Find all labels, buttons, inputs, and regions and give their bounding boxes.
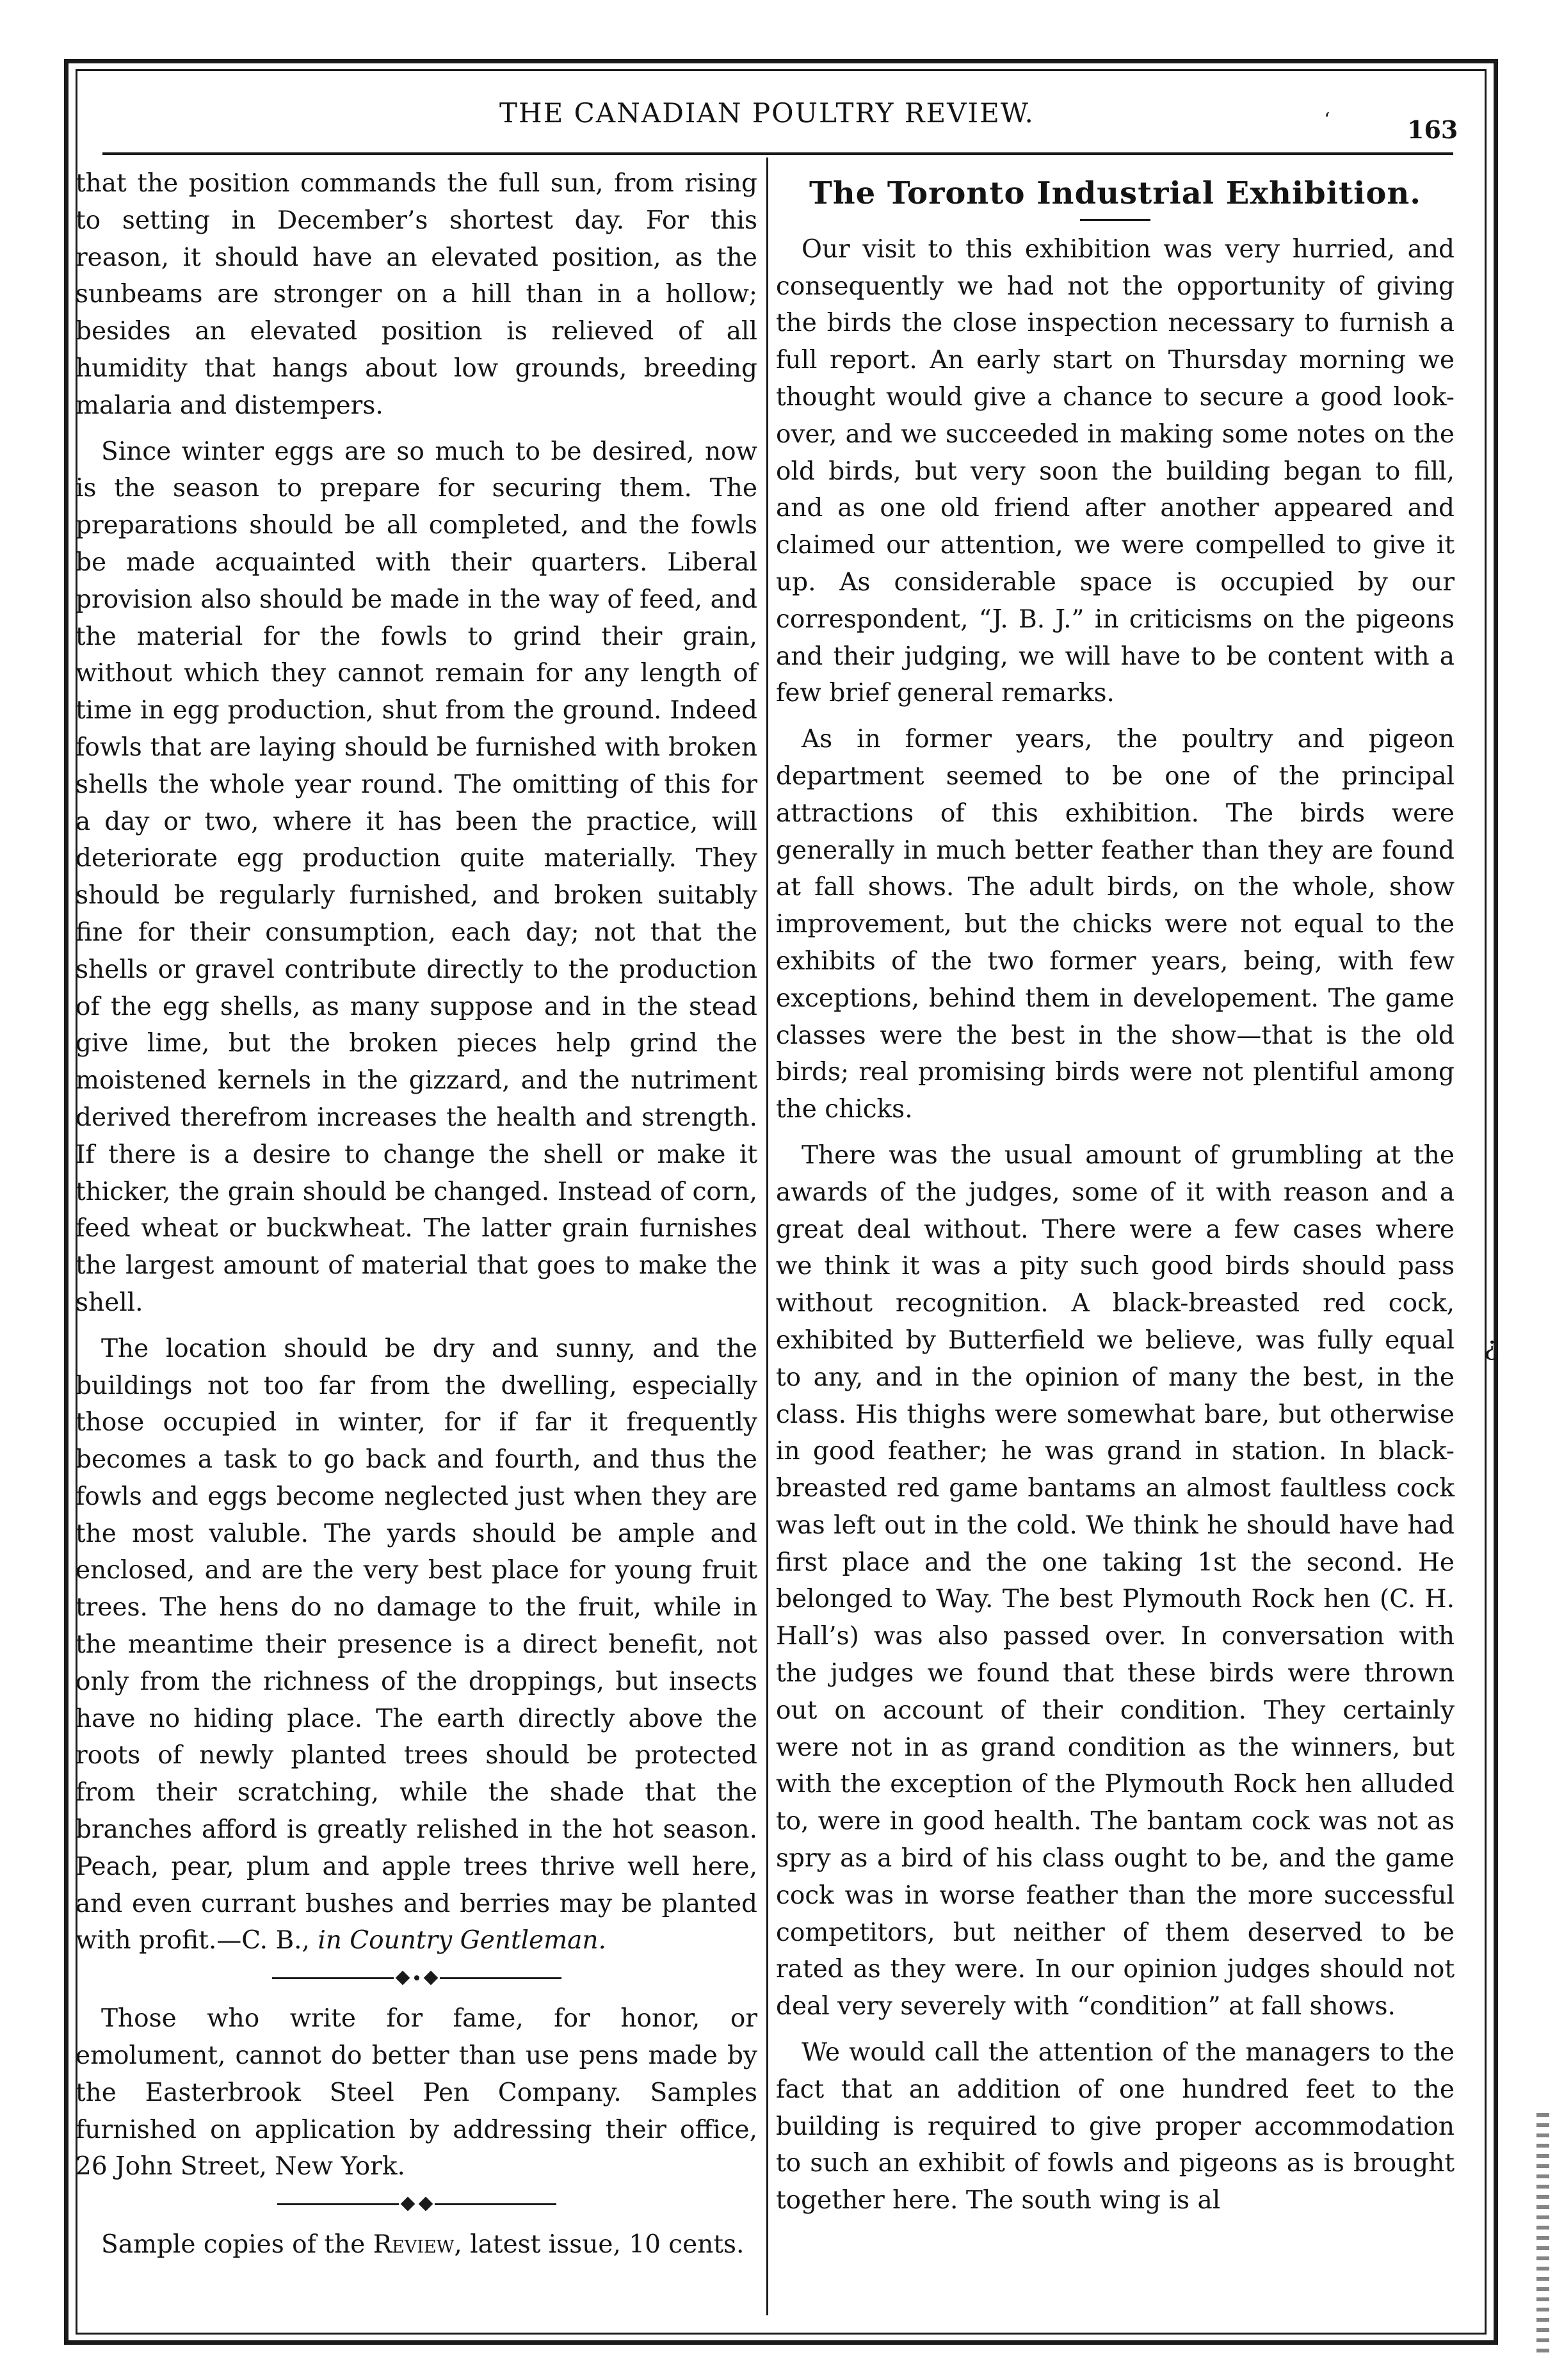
section-ornament-2 [76, 2194, 757, 2214]
left-paragraph-3-text: The location should be dry and sunny, and the buildings not too far from the dwelling, especially those occupied in winter, for if far it frequently becomes a task to go back and fourth, and thus the fowls and eggs become neglected just when they are the most valuble. The yards should be ample and enclosed, and are the very best place for young fruit trees. The hens do no damage to the fruit, while in the meantime their presence is a direct benefit, not only from the richness of the droppings, but insects have no hiding place. The earth directly above the roots of newly planted trees should be protected from their scratching, while the shade that the branches afford is greatly relished in the hot season. Peach, pear, plum and apple trees thrive well here, and even currant bushes and berries may be planted with profit.—C. B., [76, 1334, 757, 1955]
ornament-line [440, 1977, 561, 1979]
ornament-line [272, 1977, 394, 1979]
source-attribution: in Country Gentleman. [318, 1926, 606, 1955]
ornament-diamond [400, 2197, 415, 2212]
right-paragraph-4: We would call the attention of the managers to the fact that an addition of one hundred feet to the building is required to give proper accommodation to such an exhibit of fowls and pigeons as is brought together here. The south wing is al [776, 2038, 1455, 2215]
left-paragraph-2: Since winter eggs are so much to be desired, now is the season to prepare for securing them. The preparations should be all completed, and the fowls be made acquainted with their quarters. Liberal provision also should be made in the way of feed, and the material for the fowls to grind their grain, without which they cannot remain for any length of time in egg production, shut from the ground. Indeed fowls that are laying should be furnished with broken shells the whole year round. The omitting of this for a day or two, where it has been the practice, will deteriorate egg production quite materially. They should be regularly furnished, and broken suitably fine for their consumption, each day; not that the shells or gravel contribute directly to the production of the egg shells, as many suppose and in the stead give lime, but the broken pieces help grind the moistened kernels in the gizzard, and the nutriment derived therefrom increases the health and strength. If there is a desire to change the shell or make it thicker, the grain should be changed. Instead of corn, feed wheat or buckwheat. The latter grain furnishes the largest amount of material that goes to make the shell. [76, 437, 757, 1317]
running-header-title: THE CANADIAN POULTRY REVIEW. [499, 97, 1035, 129]
page-number: 163 [1407, 115, 1458, 144]
left-column [76, 165, 757, 2272]
section-ornament-1 [76, 1968, 757, 1987]
ornament-diamond [418, 2197, 433, 2212]
header-stray-mark: ‘ [1324, 109, 1330, 131]
column-divider [766, 158, 768, 2315]
sample-copies-text-a: Sample copies of the [101, 2230, 373, 2260]
advertisement-pens: Those who write for fame, for honor, or emolument, cannot do better than use pens made by the Easterbrook Steel Pen Company. Samples furnished on application by addressing their office, 26 John Street, New York. [76, 2004, 757, 2182]
sample-copies-text-b: , latest issue, 10 cents. [454, 2230, 745, 2260]
right-column [776, 165, 1455, 2228]
left-paragraph-3 [76, 1331, 757, 1960]
margin-mark: ¿ [1484, 1332, 1498, 1361]
ornament-diamond [423, 1971, 438, 1986]
ornament-line [277, 2203, 399, 2205]
left-paragraph-1: that the position commands the full sun, from rising to setting in December’s shortest day. For this reason, it should have an elevated position, as the sunbeams are stronger on a hill than in a hollow; besides an elevated position is relieved of all humidity that hangs about low grounds, breeding malaria and distempers. [76, 169, 757, 420]
header-rule [102, 152, 1453, 155]
right-paragraph-1: Our visit to this exhibition was very hurried, and consequently we had not the opportunity of giving the birds the close inspection necessary to furnish a full report. An early start on Thursday morning we thought would give a chance to secure a good look-over, and we succeeded in making some notes on the old birds, but very soon the building began to fill, and as one old friend after another appeared and claimed our attention, we were compelled to give it up. As considerable space is occupied by our correspondent, “J. B. J.” in criticisms on the pigeons and their judging, we will have to be content with a few brief general remarks. [776, 234, 1455, 708]
ornament-dot [414, 1975, 419, 1980]
review-name: Review [373, 2230, 455, 2260]
ornament-line [435, 2203, 556, 2205]
ornament-diamond [395, 1971, 410, 1986]
scan-edge-artifact [1536, 2113, 1549, 2356]
title-rule [1080, 219, 1150, 221]
sample-copies-notice [76, 2226, 757, 2263]
right-paragraph-3: There was the usual amount of grumbling at the awards of the judges, some of it with reason and a great deal without. There were a few cases where we think it was a pity such good birds should pass without recognition. A black-breasted red cock, exhibited by Butterfield we believe, was fully equal to any, and in the opinion of many the best, in the class. His thighs were somewhat bare, but otherwise in good feather; he was grand in station. In black-breasted red game bantams an almost faultless cock was left out in the cold. We think he should have had first place and the one taking 1st the second. He belonged to Way. The best Plymouth Rock hen (C. H. Hall’s) was also passed over. In conversation with the judges we found that these birds were thrown out on account of their condition. They certainly were not in as grand condition as the winners, but with the exception of the Plymouth Rock hen alluded to, were in good health. The bantam cock was not as spry as a bird of his class ought to be, and the game cock was in worse feather than the more successful competitors, but neither of them deserved to be rated as they were. In our opinion judges should not deal very severely with “condition” at fall shows. [776, 1140, 1455, 2021]
right-paragraph-2: As in former years, the poultry and pigeon department seemed to be one of the principal attractions of this exhibition. The birds were generally in much better feather than they are found at fall shows. The adult birds, on the whole, show improvement, but the chicks were not equal to the exhibits of the two former years, being, with few exceptions, behind them in developement. The game classes were the best in the show—that is the old birds; real promising birds were not plentiful among the chicks. [776, 725, 1455, 1124]
article-title: The Toronto Industrial Exhibition. [809, 175, 1421, 211]
